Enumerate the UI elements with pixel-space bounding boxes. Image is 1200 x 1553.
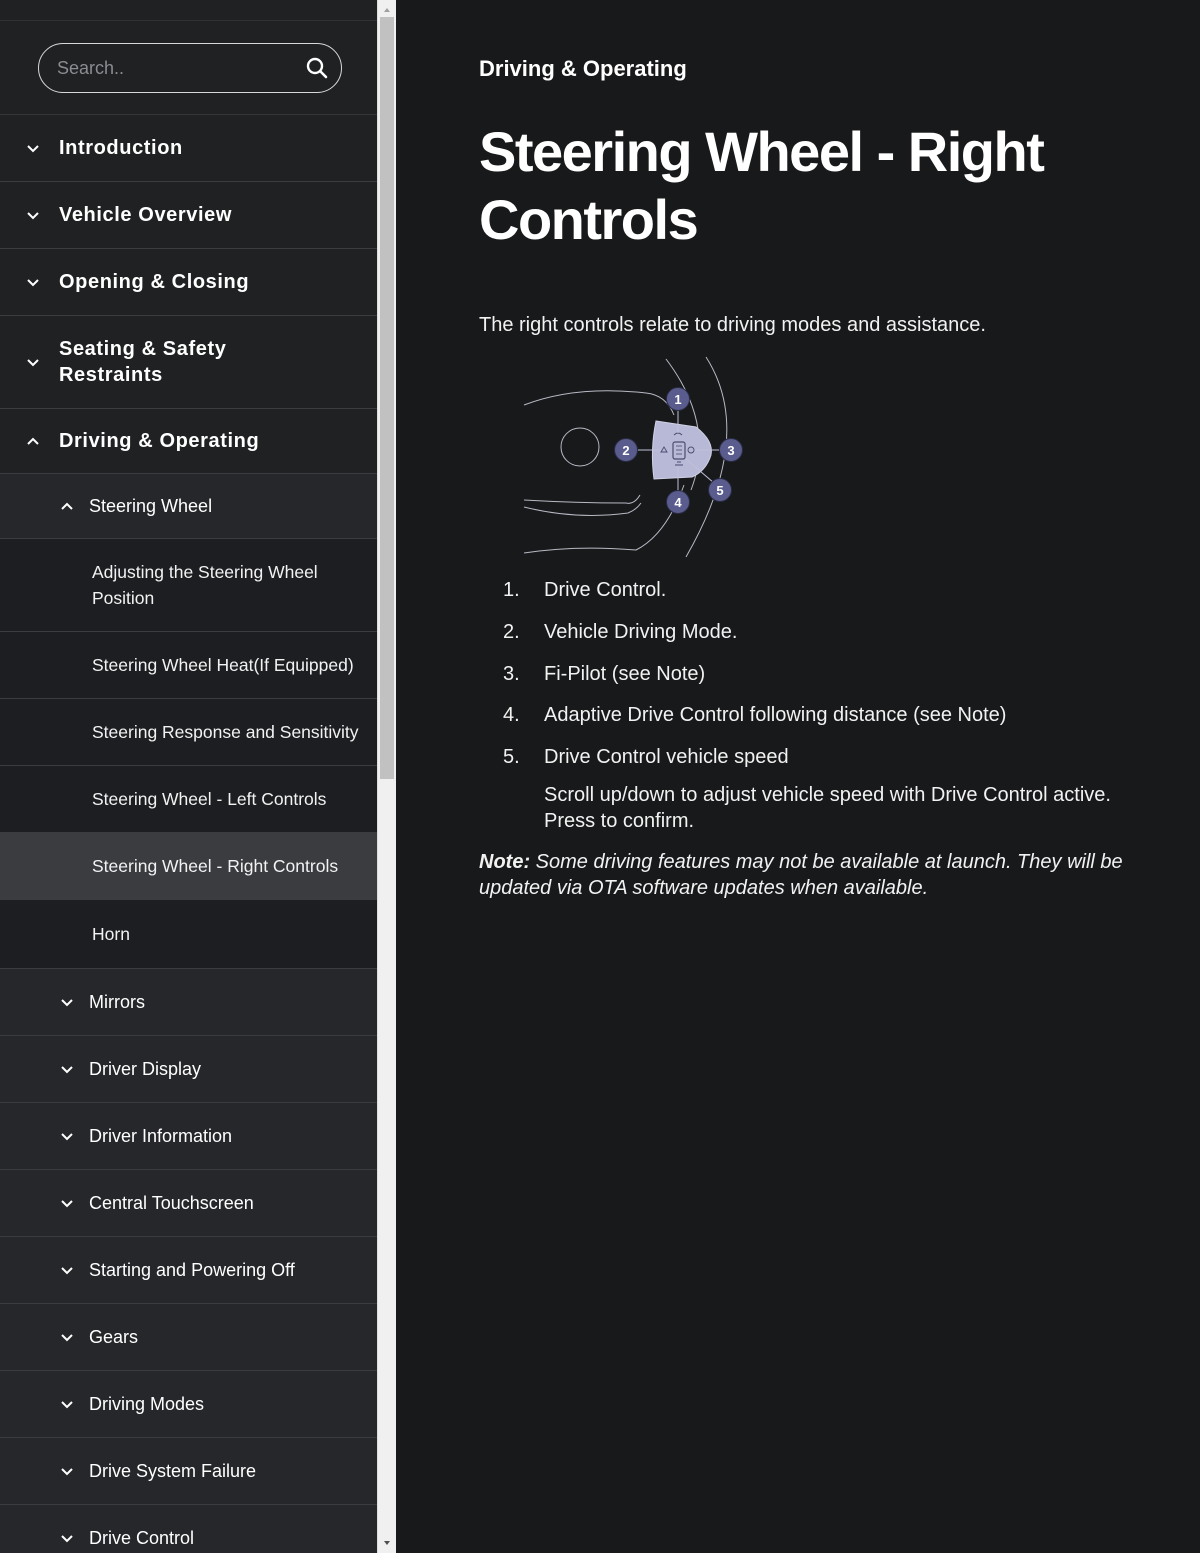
- sidebar-item-label: Steering Wheel - Right Controls: [92, 856, 339, 876]
- chevron-down-icon: [59, 1463, 75, 1479]
- callout-2: [615, 439, 638, 462]
- list-text: Fi-Pilot (see Note): [544, 662, 706, 685]
- list-number: 2.: [503, 621, 520, 644]
- search-icon[interactable]: [305, 56, 329, 80]
- sidebar-item-label: Gears: [89, 1326, 139, 1347]
- sidebar-item-left-controls[interactable]: [0, 766, 377, 833]
- intro-text: The right controls relate to driving modes and assistance.: [479, 314, 986, 336]
- scroll-down-arrow-icon[interactable]: [378, 1535, 396, 1551]
- main-content: [396, 0, 1200, 1553]
- sidebar-item-seating-safety[interactable]: [0, 316, 377, 409]
- sidebar-item-driver-display[interactable]: [0, 1036, 377, 1103]
- sidebar-nav: [0, 0, 377, 1553]
- svg-text:3: 3: [727, 443, 735, 458]
- chevron-down-icon: [25, 354, 41, 370]
- sidebar-item-vehicle-overview[interactable]: [0, 182, 377, 249]
- sidebar-item-label: Adjusting the Steering Wheel Position: [92, 562, 318, 608]
- list-number: 1.: [503, 579, 520, 602]
- sidebar-item-label: Starting and Powering Off: [89, 1259, 295, 1280]
- sidebar-item-drive-system-failure[interactable]: [0, 1438, 377, 1505]
- sidebar-item-label: Steering Response and Sensitivity: [92, 722, 359, 742]
- controls-list: [503, 570, 1123, 778]
- sidebar-item-driver-information[interactable]: [0, 1103, 377, 1170]
- svg-text:4: 4: [674, 495, 682, 510]
- note-paragraph: [479, 849, 1139, 901]
- list-text: Adaptive Drive Control following distance (see Note): [544, 704, 1007, 727]
- chevron-up-icon: [59, 498, 75, 514]
- chevron-down-icon: [59, 1061, 75, 1077]
- sidebar-item-driving-modes[interactable]: [0, 1371, 377, 1438]
- sidebar-item-label: Steering Wheel - Left Controls: [92, 789, 327, 809]
- sidebar-item-label: Driver Display: [89, 1058, 202, 1079]
- sidebar-item-drive-control[interactable]: [0, 1505, 377, 1553]
- chevron-down-icon: [59, 994, 75, 1010]
- sidebar-item-introduction[interactable]: [0, 115, 377, 182]
- sidebar-item-steering-wheel-heat[interactable]: [0, 632, 377, 699]
- note-label: Note:: [479, 851, 531, 873]
- list-item: [503, 695, 1123, 737]
- sidebar-item-steering-wheel[interactable]: [0, 474, 377, 539]
- sidebar-item-label: Opening & Closing: [59, 270, 250, 293]
- breadcrumb[interactable]: Driving & Operating: [479, 56, 687, 81]
- scroll-up-arrow-icon[interactable]: [378, 2, 396, 18]
- chevron-down-icon: [59, 1396, 75, 1412]
- chevron-down-icon: [59, 1262, 75, 1278]
- wheel-rim-upper: [524, 391, 674, 415]
- chevron-down-icon: [59, 1195, 75, 1211]
- list-number: 4.: [503, 704, 520, 727]
- sidebar-item-label: Horn: [92, 924, 130, 944]
- list-number: 5.: [503, 746, 520, 769]
- sidebar-item-label: Drive Control: [89, 1527, 195, 1548]
- sidebar-item-horn[interactable]: [0, 900, 377, 969]
- sidebar-item-label: Seating & Safety Restraints: [59, 338, 227, 386]
- list-item: [503, 653, 1123, 695]
- svg-text:1: 1: [674, 392, 682, 407]
- wheel-spoke-lower: [524, 495, 640, 503]
- chevron-down-icon: [25, 140, 41, 156]
- list-item: [503, 737, 1123, 779]
- list-item: [503, 570, 1123, 612]
- sidebar-item-starting-powering-off[interactable]: [0, 1237, 377, 1304]
- sidebar-item-label: Mirrors: [89, 991, 145, 1012]
- speed-instructions: Scroll up/down to adjust vehicle speed with Drive Control active. Press to confirm.: [544, 784, 1111, 832]
- sidebar-item-adjusting-steering-wheel[interactable]: [0, 539, 377, 632]
- list-text: Drive Control vehicle speed: [544, 746, 789, 769]
- sidebar-scrollbar[interactable]: [377, 0, 396, 1553]
- callout-4: [667, 491, 690, 514]
- chevron-down-icon: [59, 1329, 75, 1345]
- sidebar-item-label: Drive System Failure: [89, 1460, 257, 1481]
- callout-3: [720, 439, 743, 462]
- chevron-down-icon: [59, 1530, 75, 1546]
- sidebar-item-label: Steering Wheel Heat(If Equipped): [92, 655, 354, 675]
- search-input[interactable]: [57, 55, 297, 81]
- sidebar-item-label: Steering Wheel: [89, 495, 213, 516]
- sidebar-item-label: Central Touchscreen: [89, 1192, 254, 1213]
- chevron-down-icon: [59, 1128, 75, 1144]
- sidebar-item-label: Driving Modes: [89, 1393, 205, 1414]
- sidebar-item-label: Introduction: [59, 136, 183, 159]
- wheel-spoke-lower-edge: [524, 503, 641, 515]
- sidebar-item-central-touchscreen[interactable]: [0, 1170, 377, 1237]
- page-title: Steering Wheel - Right Controls: [479, 120, 1044, 251]
- sidebar-item-label: Driving & Operating: [59, 429, 260, 452]
- search-row: [0, 21, 377, 115]
- steering-wheel-right-controls-diagram: [516, 355, 756, 560]
- sidebar-item-mirrors[interactable]: [0, 969, 377, 1036]
- list-item: [503, 612, 1123, 654]
- sidebar-item-label: Driver Information: [89, 1125, 233, 1146]
- note-text: Some driving features may not be available at launch. They will be updated via OTA software updates when available.: [479, 851, 1123, 899]
- chevron-down-icon: [25, 274, 41, 290]
- list-number: 3.: [503, 662, 520, 685]
- svg-text:2: 2: [622, 443, 630, 458]
- scrollbar-thumb[interactable]: [380, 17, 394, 779]
- sidebar-item-opening-closing[interactable]: [0, 249, 377, 316]
- chevron-down-icon: [25, 207, 41, 223]
- list-text: Drive Control.: [544, 579, 667, 602]
- list-text: Vehicle Driving Mode.: [544, 621, 738, 644]
- chevron-up-icon: [25, 433, 41, 449]
- sidebar-item-driving-operating[interactable]: [0, 409, 377, 474]
- wheel-rim-bottom: [524, 485, 684, 553]
- sidebar-item-steering-response[interactable]: [0, 699, 377, 766]
- svg-text:5: 5: [716, 483, 724, 498]
- callout-5: [709, 479, 732, 502]
- sidebar-item-right-controls[interactable]: [0, 833, 377, 900]
- left-roller-outline: [561, 428, 599, 466]
- callout-1: [667, 388, 690, 411]
- sidebar-item-label: Vehicle Overview: [59, 203, 233, 226]
- sidebar-top-divider: [0, 0, 377, 21]
- sidebar-item-gears[interactable]: [0, 1304, 377, 1371]
- search-box[interactable]: [38, 43, 342, 93]
